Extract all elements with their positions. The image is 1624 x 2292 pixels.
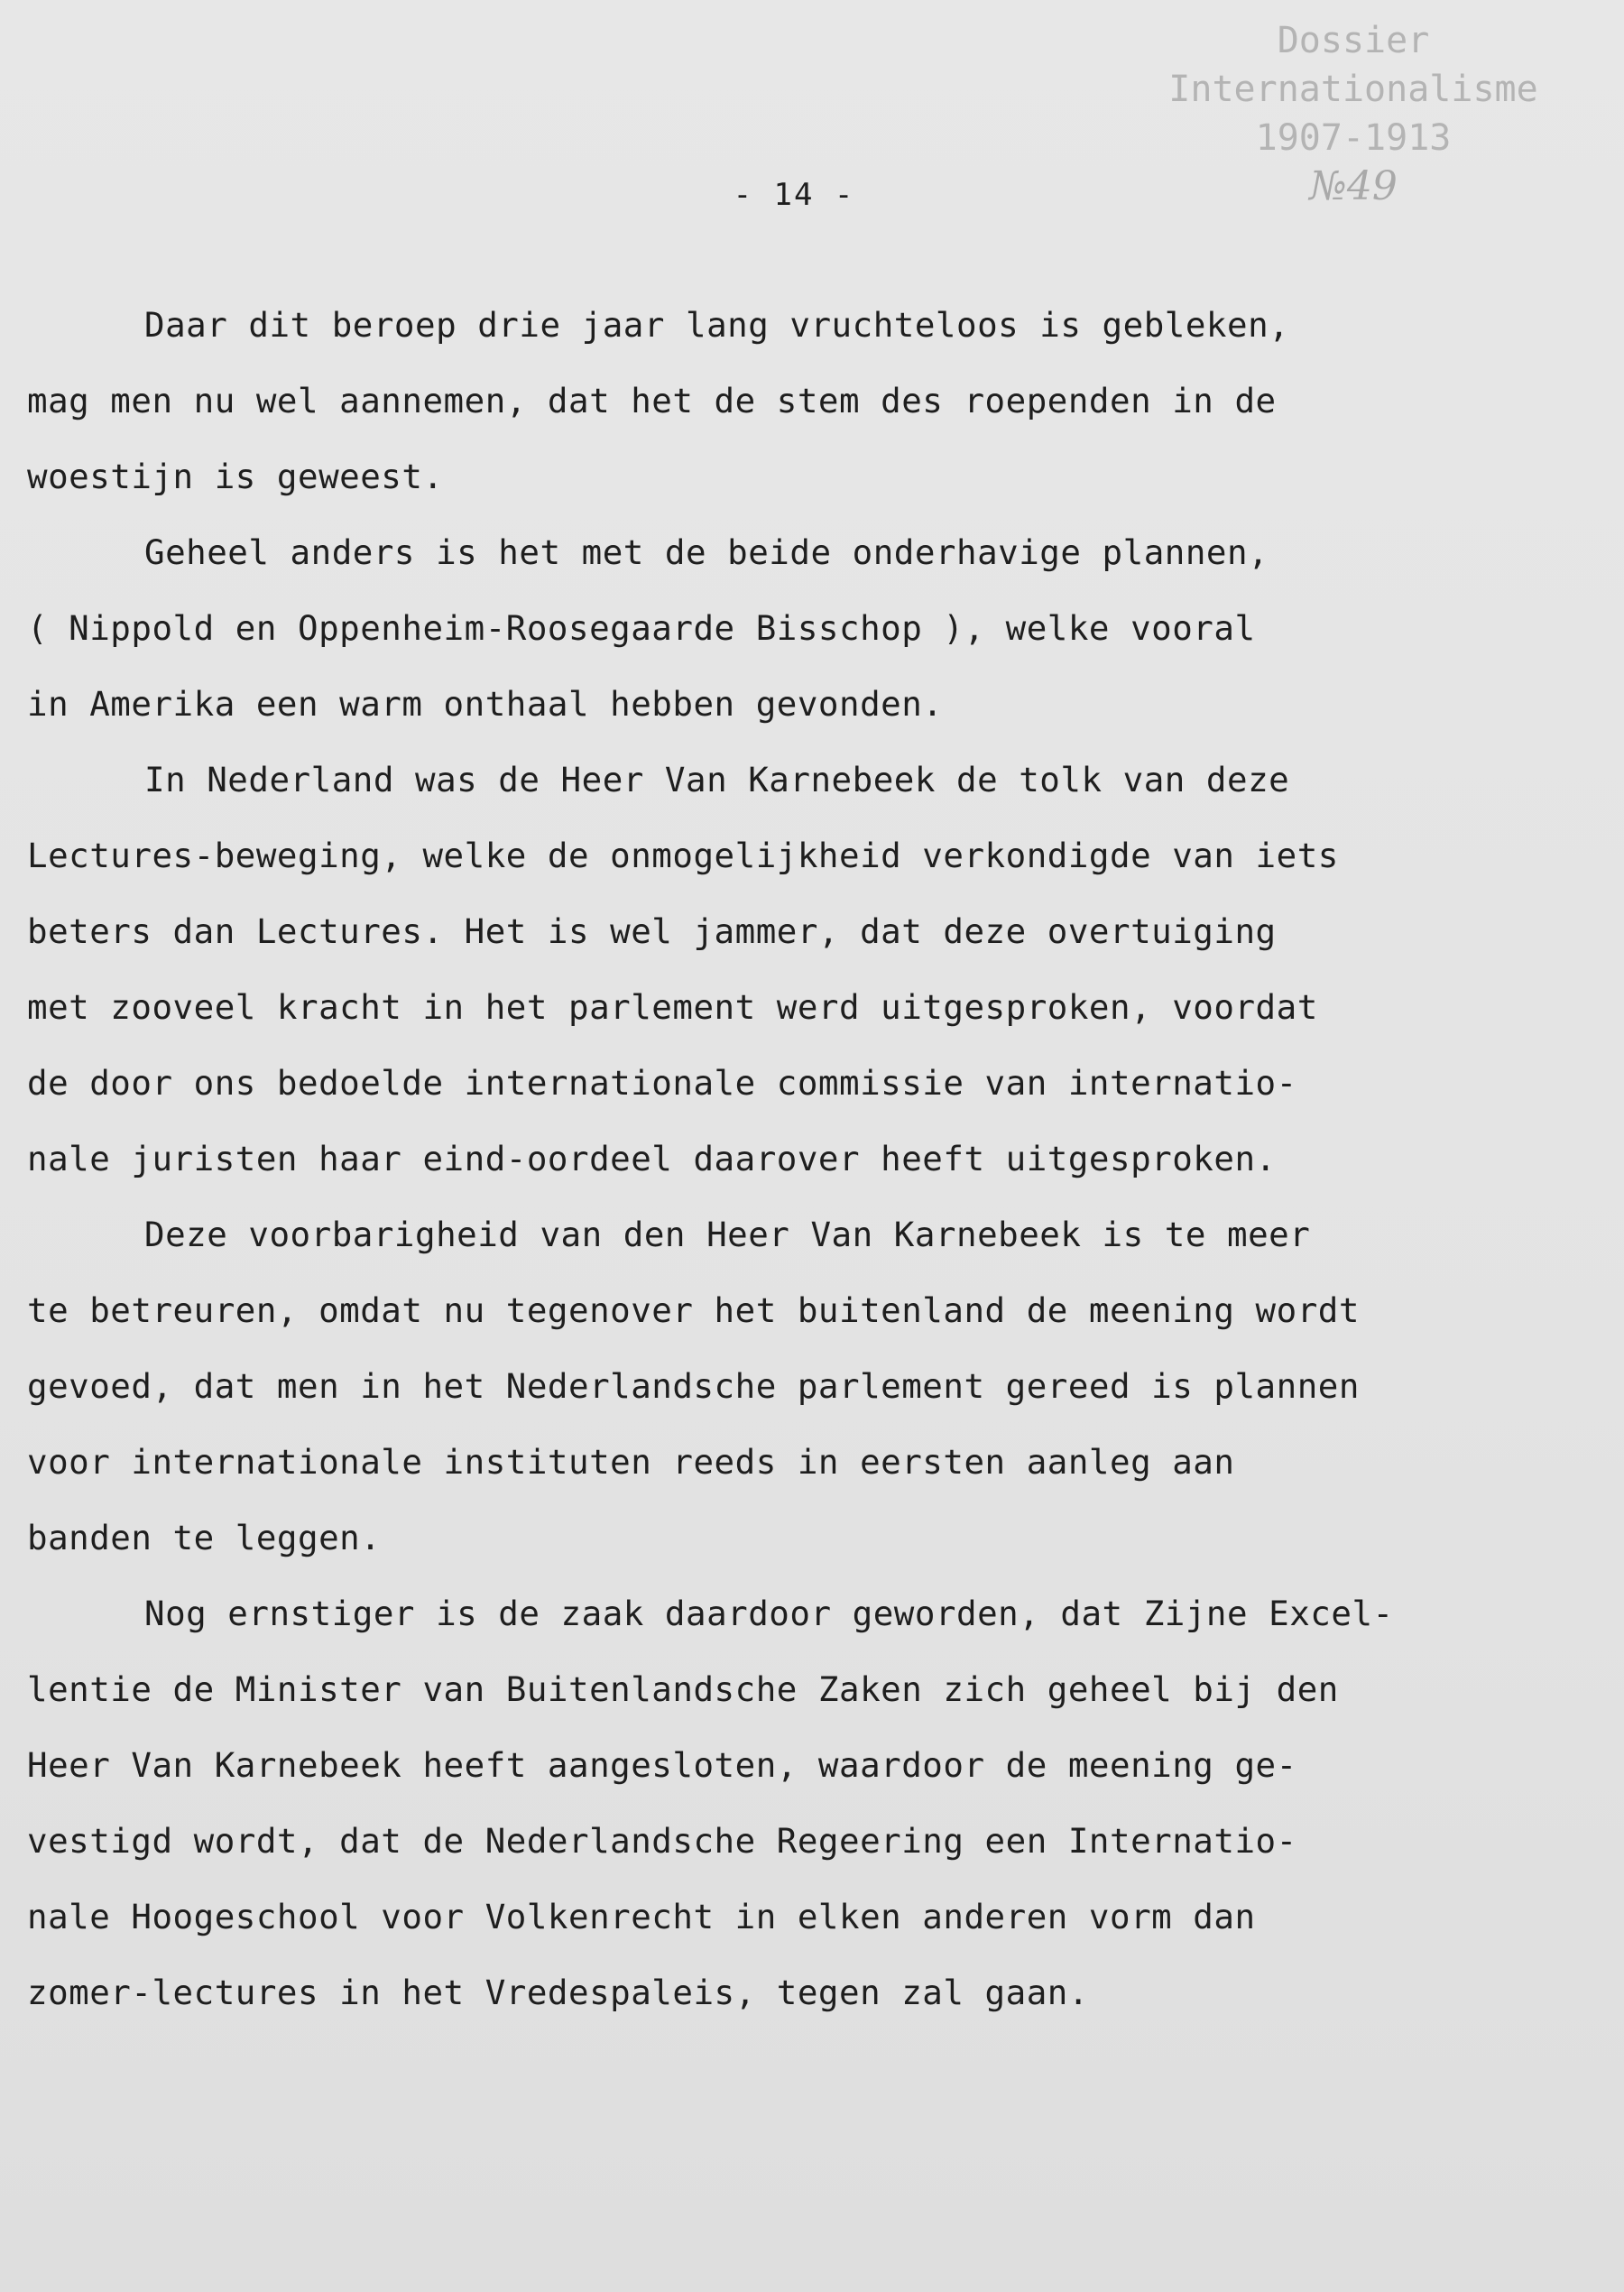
text-line: woestijn is geweest.	[27, 457, 444, 496]
text-line: banden te leggen.	[27, 1518, 382, 1557]
stamp-number: №49	[1309, 163, 1398, 209]
text-line: Daar dit beroep drie jaar lang vruchteloos is gebleken,	[144, 305, 1290, 345]
text-line: Heer Van Karnebeek heeft aangesloten, waardoor de meening ge-	[27, 1745, 1297, 1785]
text-line: met zooveel kracht in het parlement werd uitgesproken, voordat	[27, 987, 1318, 1027]
stamp-years: 1907-1913	[1255, 117, 1452, 159]
typed-text	[27, 287, 1561, 2030]
stamp-dossier: Dossier	[1277, 20, 1430, 61]
text-line: vestigd wordt, dat de Nederlandsche Regeering een Internatio-	[27, 1821, 1297, 1861]
text-line: de door ons bedoelde internationale commissie van internatio-	[27, 1063, 1297, 1103]
text-line: voor internationale instituten reeds in eersten aanleg aan	[27, 1442, 1235, 1482]
text-line: Nog ernstiger is de zaak daardoor geworden, dat Zijne Excel-	[144, 1594, 1394, 1633]
stamp-title: Internationalisme	[1168, 69, 1538, 110]
text-line: gevoed, dat men in het Nederlandsche parlement gereed is plannen	[27, 1366, 1360, 1406]
text-line: nale Hoogeschool voor Volkenrecht in elken anderen vorm dan	[27, 1897, 1256, 1936]
text-line: zomer-lectures in het Vredespaleis, tegen zal gaan.	[27, 1973, 1089, 2012]
text-line: Lectures-beweging, welke de onmogelijkheid verkondigde van iets	[27, 836, 1339, 875]
text-line: in Amerika een warm onthaal hebben gevonden.	[27, 684, 944, 724]
page-number: - 14 -	[733, 177, 855, 213]
text-line: mag men nu wel aannemen, dat het de stem des roependen in de	[27, 381, 1277, 421]
text-line: nale juristen haar eind-oordeel daarover heeft uitgesproken.	[27, 1139, 1277, 1178]
text-line: Deze voorbarigheid van den Heer Van Karnebeek is te meer	[144, 1215, 1311, 1254]
text-line: In Nederland was de Heer Van Karnebeek de tolk van deze	[144, 760, 1290, 799]
text-line: te betreuren, omdat nu tegenover het buitenland de meening wordt	[27, 1290, 1360, 1330]
text-line: ( Nippold en Oppenheim-Roosegaarde Bisschop ), welke vooral	[27, 608, 1256, 648]
text-line: Geheel anders is het met de beide onderhavige plannen,	[144, 532, 1269, 572]
text-line: beters dan Lectures. Het is wel jammer, dat deze overtuiging	[27, 911, 1277, 951]
text-line: lentie de Minister van Buitenlandsche Zaken zich geheel bij den	[27, 1669, 1339, 1709]
